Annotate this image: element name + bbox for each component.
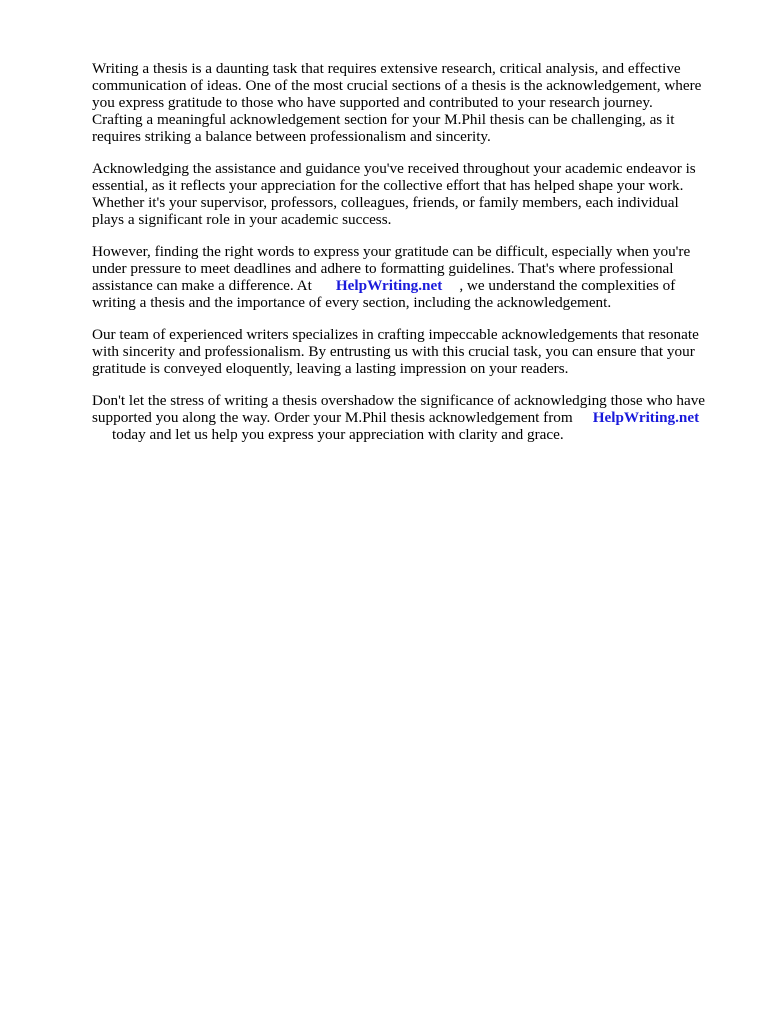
text-line-with-link <box>92 409 748 426</box>
text-line: Don't let the stress of writing a thesis overshadow the significance of acknowledging those who have <box>92 392 706 409</box>
document-body <box>92 60 748 458</box>
text-line: Whether it's your supervisor, professors, colleagues, friends, or family members, each individual <box>92 194 679 211</box>
text-line: with sincerity and professionalism. By entrusting us with this crucial task, you can ensure that your <box>92 343 695 360</box>
text-line: However, finding the right words to express your gratitude can be difficult, especially when you're <box>92 243 691 260</box>
text-line: communication of ideas. One of the most crucial sections of a thesis is the acknowledgement, where <box>92 77 702 94</box>
paragraph-closing <box>92 392 748 443</box>
text-segment: supported you along the way. Order your M.Phil thesis acknowledgement from <box>92 409 573 426</box>
helpwriting-link[interactable]: HelpWriting.net <box>592 409 700 426</box>
text-line <box>92 426 748 443</box>
text-line: Writing a thesis is a daunting task that requires extensive research, critical analysis, and effective <box>92 60 681 77</box>
helpwriting-link[interactable]: HelpWriting.net <box>335 277 443 294</box>
text-line: essential, as it reflects your appreciation for the collective effort that has helped shape your work. <box>92 177 684 194</box>
text-segment: , we understand the complexities of <box>459 277 676 294</box>
paragraph-intro <box>92 60 748 145</box>
paragraph-acknowledging <box>92 160 748 228</box>
text-line: you express gratitude to those who have supported and contributed to your research journey. <box>92 94 653 111</box>
paragraph-team <box>92 326 748 377</box>
text-line: Crafting a meaningful acknowledgement section for your M.Phil thesis can be challenging, as it <box>92 111 675 128</box>
text-line: plays a significant role in your academic success. <box>92 211 392 228</box>
text-line: requires striking a balance between professionalism and sincerity. <box>92 128 491 145</box>
text-line: Acknowledging the assistance and guidance you've received throughout your academic endeavor is <box>92 160 696 177</box>
paragraph-however <box>92 243 748 311</box>
text-line: gratitude is conveyed eloquently, leaving a lasting impression on your readers. <box>92 360 569 377</box>
text-segment: today and let us help you express your appreciation with clarity and grace. <box>112 426 564 443</box>
text-segment: assistance can make a difference. At <box>92 277 312 294</box>
text-line: writing a thesis and the importance of every section, including the acknowledgement. <box>92 294 612 311</box>
text-line-with-link <box>92 277 748 294</box>
text-line: under pressure to meet deadlines and adhere to formatting guidelines. That's where professional <box>92 260 674 277</box>
text-line: Our team of experienced writers specializes in crafting impeccable acknowledgements that resonate <box>92 326 699 343</box>
